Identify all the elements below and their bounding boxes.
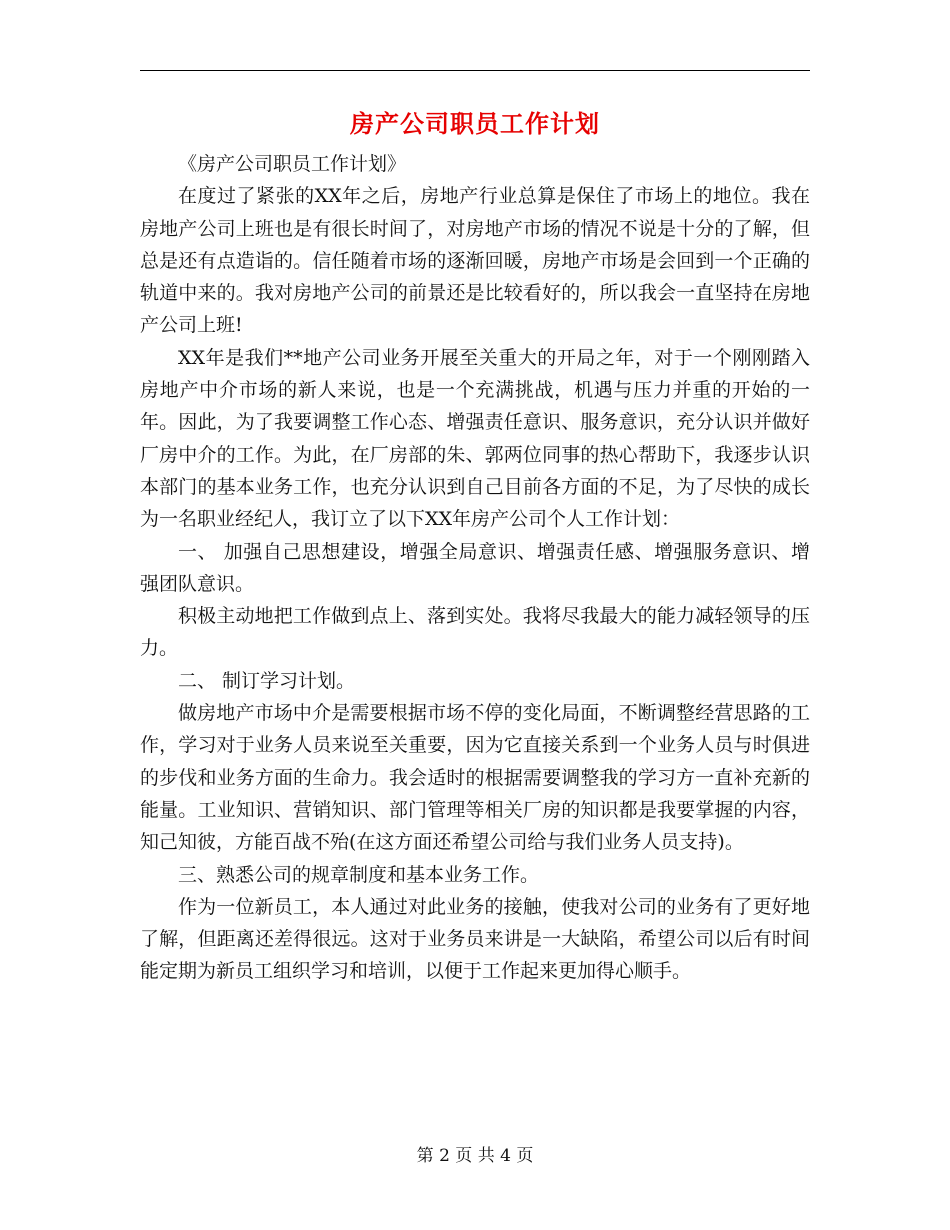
document-body	[140, 148, 810, 988]
paragraph-section-3-body: 作为一位新员工，本人通过对此业务的接触，使我对公司的业务有了更好地了解，但距离还差得很远。这对于业务员来讲是一大缺陷，希望公司以后有时间能定期为新员工组织学习和培训，以便于工作起来更加得心顺手。	[140, 895, 810, 983]
paragraph-intro: 在度过了紧张的XX年之后，房地产行业总算是保住了市场上的地位。我在房地产公司上班也是有很长时间了，对房地产市场的情况不说是十分的了解，但总是还有点造诣的。信任随着市场的逐渐回暖，房地产市场是会回到一个正确的轨道中来的。我对房地产公司的前景还是比较看好的，所以我会一直坚持在房地产公司上班!	[140, 185, 810, 337]
paragraph-plan-background: XX年是我们**地产公司业务开展至关重大的开局之年，对于一个刚刚踏入房地产中介市场的新人来说，也是一个充满挑战，机遇与压力并重的开始的一年。因此，为了我要调整工作心态、增强责任意识、服务意识，充分认识并做好厂房中介的工作。为此，在厂房部的朱、郭两位同事的热心帮助下，我逐步认识本部门的基本业务工作，也充分认识到自己目前各方面的不足，为了尽快的成长为一名职业经纪人，我订立了以下XX年房产公司个人工作计划：	[140, 346, 810, 531]
paragraph-book-title: 《房产公司职员工作计划》	[178, 153, 407, 175]
paragraph-section-1-body: 积极主动地把工作做到点上、落到实处。我将尽我最大的能力减轻领导的压力。	[140, 605, 810, 660]
paragraph-section-2-body: 做房地产市场中介是需要根据市场不停的变化局面，不断调整经营思路的工作，学习对于业务人员来说至关重要，因为它直接关系到一个业务人员与时俱进的步伐和业务方面的生命力。我会适时的根据需要调整我的学习方一直补充新的能量。工业知识、营销知识、部门管理等相关厂房的知识都是我要掌握的内容，知己知彼，方能百战不殆(在这方面还希望公司给与我们业务人员支持)。	[140, 702, 810, 854]
paragraph-section-1-heading: 一、 加强自己思想建设，增强全局意识、增强责任感、增强服务意识、增强团队意识。	[140, 540, 810, 595]
paragraph-section-2-heading: 二、 制订学习计划。	[178, 669, 356, 692]
paragraph-section-3-heading: 三、熟悉公司的规章制度和基本业务工作。	[178, 863, 540, 886]
page-number-footer: 第 2 页 共 4 页	[416, 1146, 534, 1166]
document-title: 房产公司职员工作计划	[350, 109, 600, 138]
header-rule	[140, 70, 810, 71]
